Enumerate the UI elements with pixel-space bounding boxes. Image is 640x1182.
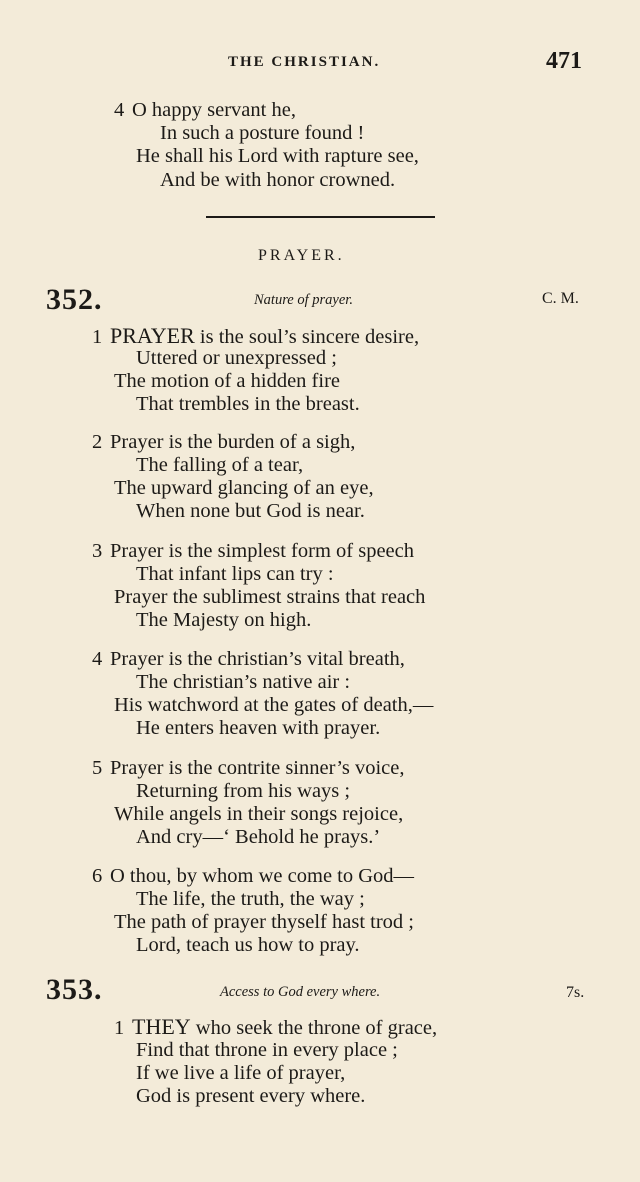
stanza-line [114, 98, 296, 122]
stanza-number: 4 [114, 99, 125, 121]
first-word: THEY [132, 1014, 191, 1039]
stanza-line: Prayer the sublimest strains that reach [114, 586, 426, 608]
hymn-number: 352. [46, 283, 103, 316]
stanza-line: That infant lips can try : [136, 563, 334, 585]
stanza-line: In such a posture found ! [160, 122, 365, 144]
stanza-number: 3 [92, 540, 103, 562]
verse-text: O thou, by whom we come to God— [110, 865, 415, 887]
running-head: THE CHRISTIAN. [228, 54, 381, 70]
verse-text: who seek the throne of grace, [190, 1017, 438, 1039]
verse-text: Prayer is the christian’s vital breath, [110, 648, 405, 670]
hymn-number: 353. [46, 973, 103, 1006]
stanza-number: 1 [92, 326, 103, 348]
stanza-line: He shall his Lord with rapture see, [136, 145, 419, 167]
stanza-line: The life, the truth, the way ; [136, 888, 365, 910]
stanza-line: The falling of a tear, [136, 454, 304, 476]
stanza-line [114, 1015, 437, 1040]
stanza-line [92, 864, 414, 888]
stanza-line [92, 647, 405, 671]
stanza-line: The christian’s native air : [136, 671, 351, 693]
stanza-number: 1 [114, 1017, 125, 1039]
stanza-line: The path of prayer thyself hast trod ; [114, 911, 415, 933]
stanza-line: If we live a life of prayer, [136, 1062, 346, 1084]
stanza-line: His watchword at the gates of death,— [114, 694, 434, 716]
stanza-line: And cry—‘ Behold he prays.’ [136, 826, 381, 848]
page-number: 471 [546, 48, 582, 74]
stanza-line [92, 756, 405, 780]
stanza-number: 5 [92, 757, 103, 779]
stanza-line [92, 539, 414, 563]
stanza-number: 6 [92, 865, 103, 887]
stanza-line: The motion of a hidden fire [114, 370, 341, 392]
stanza-line: While angels in their songs rejoice, [114, 803, 404, 825]
stanza-line: The upward glancing of an eye, [114, 477, 374, 499]
stanza-number: 2 [92, 431, 103, 453]
hymn-meter: 7s. [566, 984, 585, 1001]
stanza-line [92, 430, 355, 454]
stanza-line: And be with honor crowned. [160, 169, 396, 191]
first-word: PRAYER [110, 323, 195, 348]
stanza-number: 4 [92, 648, 103, 670]
hymn-subject: Nature of prayer. [254, 292, 353, 308]
verse-text: is the soul’s sincere desire, [194, 326, 420, 348]
stanza-line: Returning from his ways ; [136, 780, 351, 802]
stanza-line: God is present every where. [136, 1085, 366, 1107]
stanza-line: Lord, teach us how to pray. [136, 934, 360, 956]
stanza-line: When none but God is near. [136, 500, 365, 522]
hymn-meter: C. M. [542, 290, 579, 307]
verse-text: O happy servant he, [132, 99, 296, 121]
stanza-line: He enters heaven with prayer. [136, 717, 381, 739]
verse-text: Prayer is the simplest form of speech [110, 540, 415, 562]
section-title: PRAYER. [258, 247, 345, 264]
verse-text: Prayer is the burden of a sigh, [110, 431, 356, 453]
stanza-line: That trembles in the breast. [136, 393, 360, 415]
stanza-line: Find that throne in every place ; [136, 1039, 398, 1061]
verse-text: Prayer is the contrite sinner’s voice, [110, 757, 405, 779]
hymn-subject: Access to God every where. [220, 984, 381, 1000]
stanza-line: The Majesty on high. [136, 609, 312, 631]
section-divider [206, 216, 435, 218]
stanza-line: Uttered or unexpressed ; [136, 347, 337, 369]
